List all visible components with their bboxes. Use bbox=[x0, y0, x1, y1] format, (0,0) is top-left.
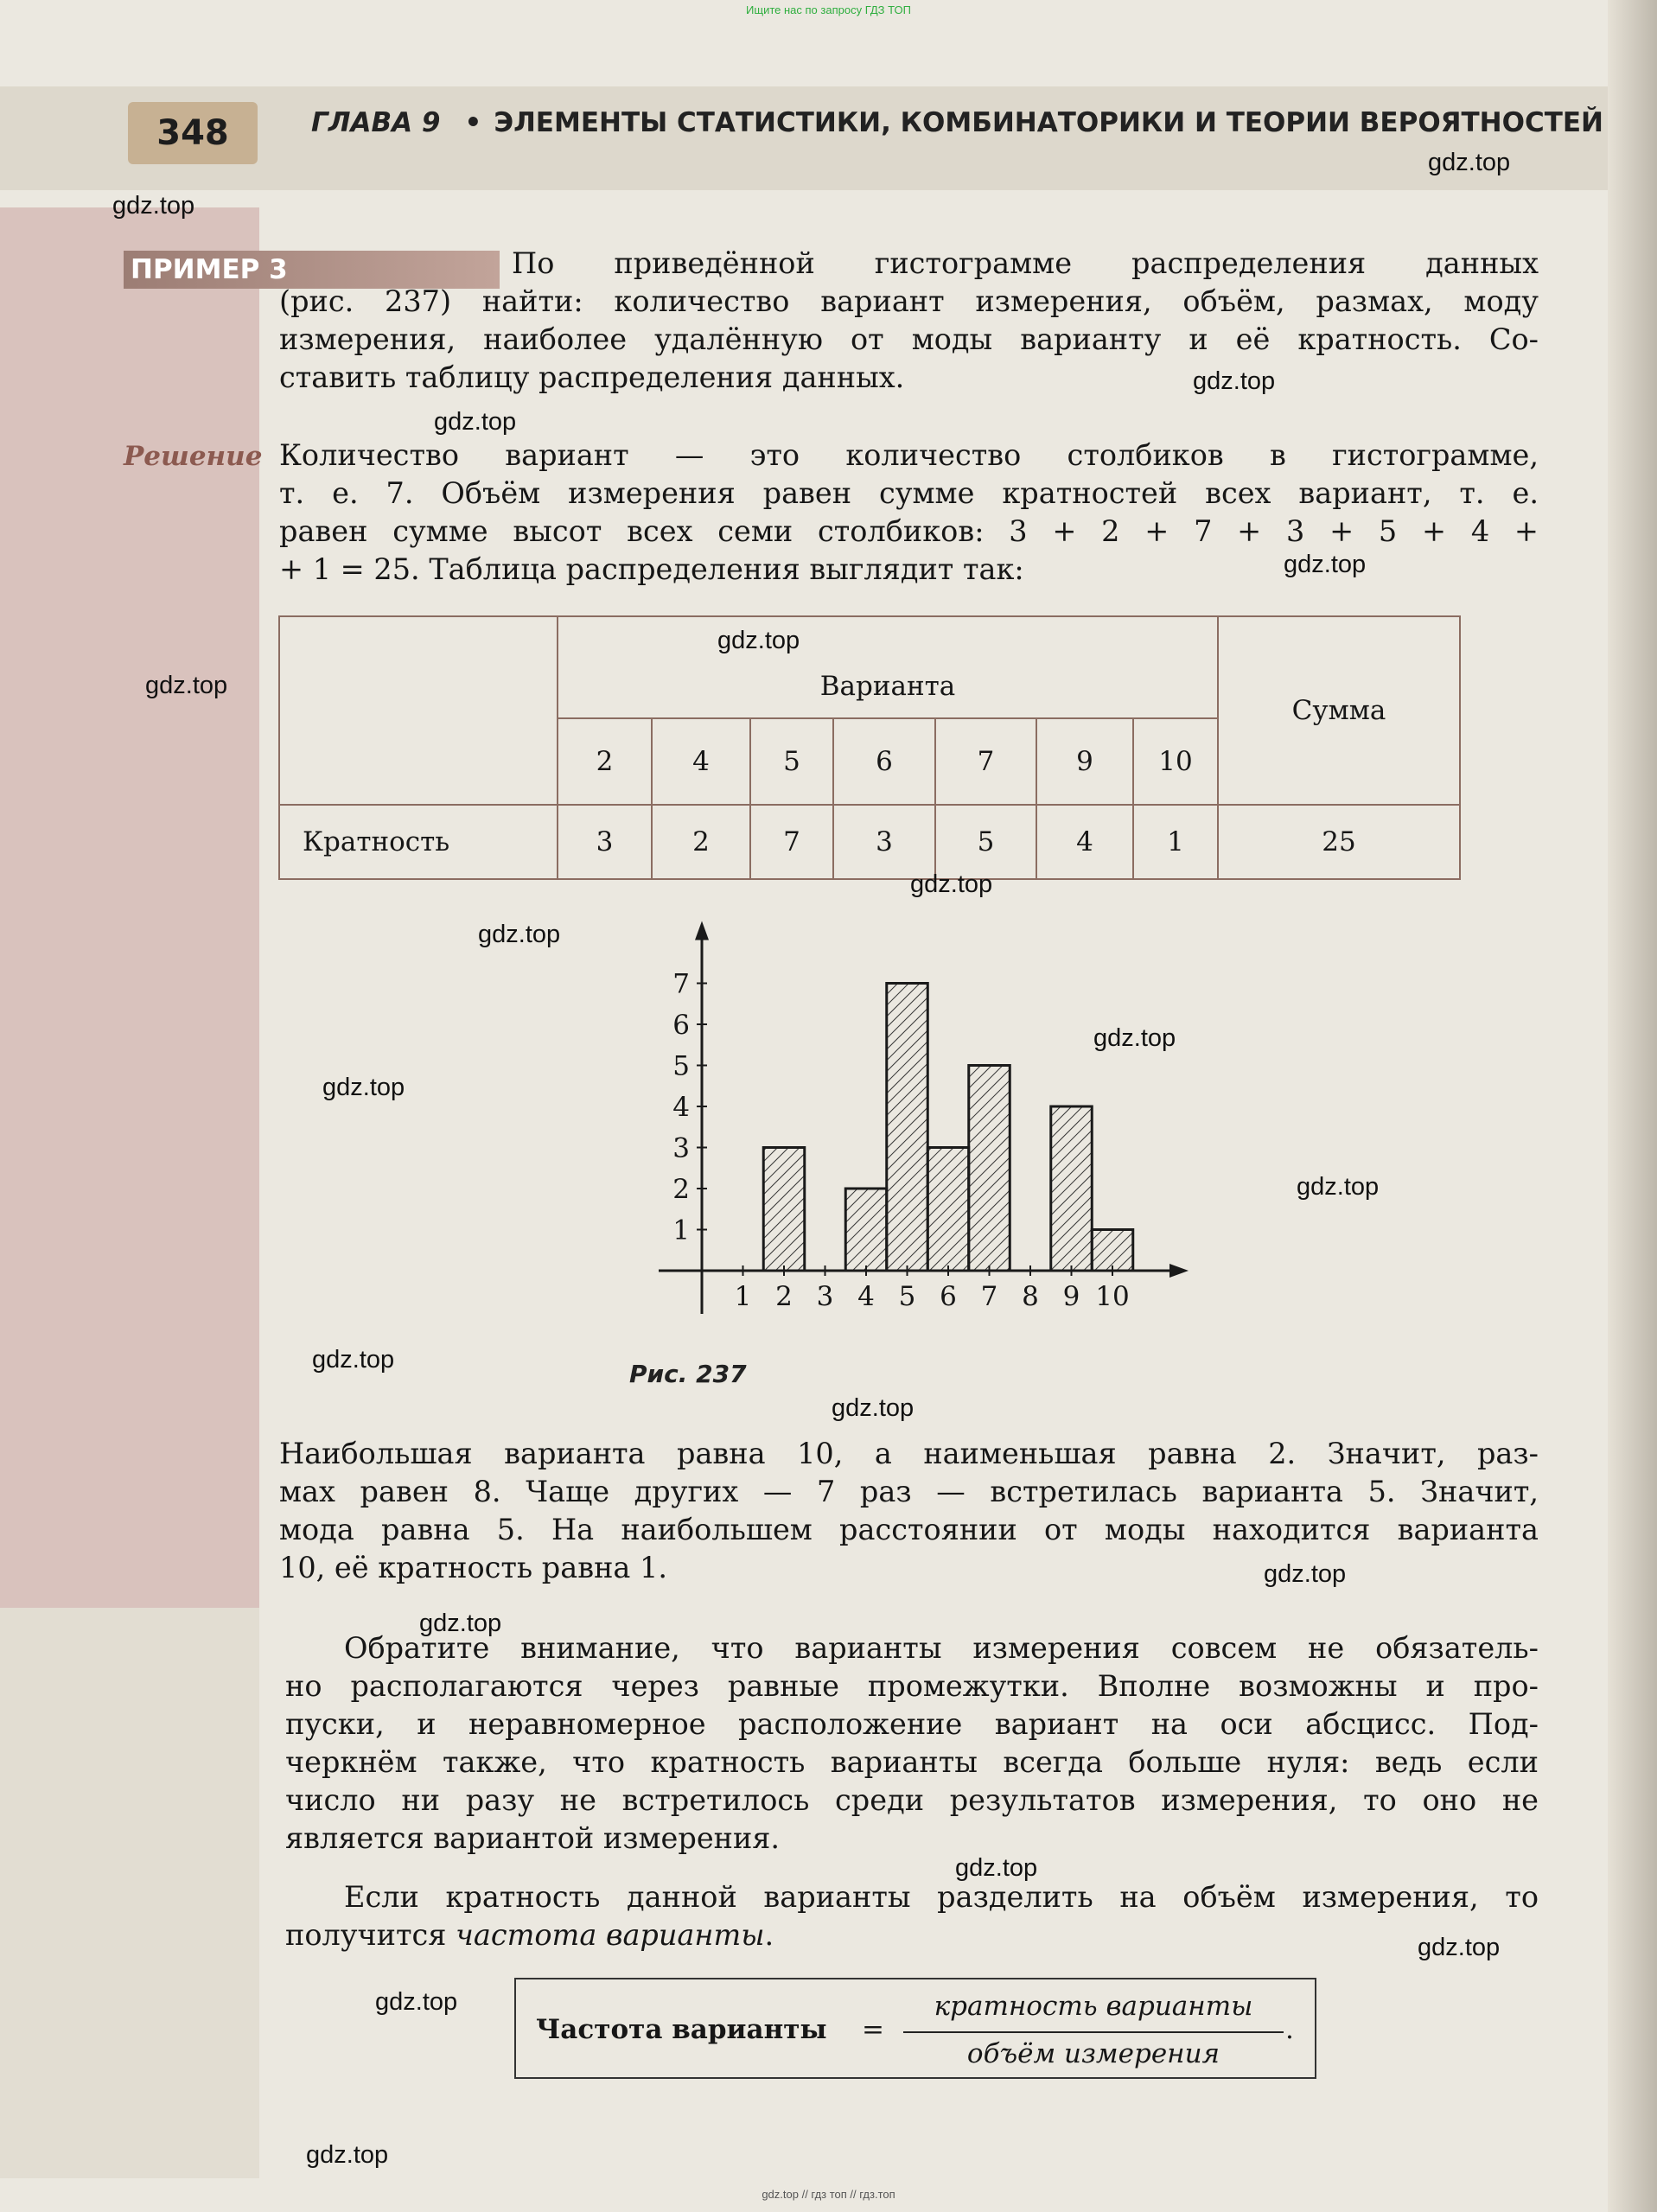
watermark[interactable]: gdz.top bbox=[1418, 1934, 1501, 1961]
page-number: 348 bbox=[128, 102, 258, 164]
watermark[interactable]: gdz.top bbox=[145, 672, 228, 699]
frequency-suffix: . bbox=[764, 1918, 774, 1952]
analysis-text: Наибольшая варианта равна 10, а наименьшая равна 2. Значит, раз- bbox=[279, 1437, 1539, 1470]
y-tick-label: 1 bbox=[672, 1214, 690, 1246]
table-header-sum: Сумма bbox=[1218, 616, 1460, 805]
margin-band-lower bbox=[0, 1608, 259, 2178]
solution-label: Решение bbox=[124, 441, 263, 472]
watermark[interactable]: gdz.top bbox=[1297, 1173, 1380, 1201]
table-row-label: Кратность bbox=[279, 805, 558, 879]
table-variant-cell: 4 bbox=[652, 718, 750, 805]
x-tick-label: 4 bbox=[857, 1281, 875, 1312]
analysis-text: мода равна 5. На наибольшем расстоянии от моды находится варианта bbox=[279, 1513, 1539, 1546]
solution-text: + 1 = 25. Таблица распределения выглядит так: bbox=[279, 552, 1024, 586]
x-axis-arrow bbox=[1169, 1264, 1189, 1278]
histogram-bar bbox=[927, 1148, 969, 1272]
histogram-bar bbox=[887, 984, 928, 1272]
histogram-bar bbox=[969, 1066, 1010, 1272]
analysis-text: мах равен 8. Чаще других — 7 раз — встретилась варианта 5. Значит, bbox=[279, 1475, 1539, 1508]
x-tick-label: 1 bbox=[734, 1281, 752, 1312]
example-text: По приведённой гистограмме распределения данных bbox=[512, 246, 1539, 280]
x-tick-label: 10 bbox=[1095, 1281, 1130, 1312]
table-header-variant: Варианта bbox=[558, 616, 1218, 718]
note-text: число ни разу не встретилось среди результатов измерения, то оно не bbox=[285, 1783, 1539, 1817]
example-label: ПРИМЕР 3 bbox=[124, 251, 500, 289]
table-variant-cell: 7 bbox=[935, 718, 1036, 805]
formula-denominator: объём измерения bbox=[966, 2038, 1220, 2069]
note-text: черкнём также, что кратность варианты всегда больше нуля: ведь если bbox=[285, 1745, 1539, 1779]
formula-label: Частота варианты bbox=[536, 2014, 827, 2045]
watermark[interactable]: gdz.top bbox=[717, 627, 800, 654]
table-count-cell: 1 bbox=[1133, 805, 1218, 879]
footer-note: gdz.top // гдз топ // гдз.топ bbox=[762, 2188, 895, 2201]
watermark[interactable]: gdz.top bbox=[910, 870, 993, 898]
frequency-term: частота варианты bbox=[456, 1918, 765, 1952]
watermark[interactable]: gdz.top bbox=[1264, 1560, 1347, 1588]
watermark[interactable]: gdz.top bbox=[955, 1854, 1038, 1882]
analysis-text-block bbox=[279, 1435, 1539, 1587]
watermark[interactable]: gdz.top bbox=[1193, 367, 1276, 395]
histogram-bar bbox=[1092, 1230, 1133, 1272]
table-count-cell: 3 bbox=[833, 805, 935, 879]
y-tick-label: 6 bbox=[672, 1010, 690, 1041]
frequency-prefix: получится bbox=[285, 1918, 456, 1952]
watermark[interactable]: gdz.top bbox=[306, 2141, 389, 2169]
y-tick-label: 7 bbox=[672, 968, 690, 1000]
frequency-text-line2 bbox=[285, 1916, 1539, 1954]
table-count-cell: 5 bbox=[935, 805, 1036, 879]
watermark[interactable]: gdz.top bbox=[419, 1610, 502, 1637]
histogram-bar bbox=[845, 1189, 887, 1271]
y-tick-label: 4 bbox=[672, 1092, 690, 1123]
chapter-title: ЭЛЕМЕНТЫ СТАТИСТИКИ, КОМБИНАТОРИКИ И ТЕОРИИ ВЕРОЯТНОСТЕЙ bbox=[494, 107, 1603, 138]
watermark[interactable]: gdz.top bbox=[312, 1346, 395, 1374]
example-text-block bbox=[279, 283, 1539, 397]
x-tick-label: 3 bbox=[816, 1281, 834, 1312]
figure-caption: Рис. 237 bbox=[629, 1360, 747, 1388]
chapter-label: ГЛАВА 9 bbox=[311, 107, 441, 138]
formula-numerator: кратность варианты bbox=[934, 1991, 1253, 2022]
watermark[interactable]: gdz.top bbox=[375, 1988, 458, 2016]
table-corner-cell bbox=[279, 616, 558, 805]
solution-text: Количество вариант — это количество столбиков в гистограмме, bbox=[279, 438, 1539, 472]
chapter-separator: • bbox=[464, 107, 482, 138]
page-fold-shadow bbox=[1608, 0, 1657, 2212]
frequency-text-block bbox=[285, 1878, 1539, 1954]
table-total-cell: 25 bbox=[1218, 805, 1460, 879]
x-tick-label: 8 bbox=[1022, 1281, 1039, 1312]
formula-fraction-bar bbox=[903, 2031, 1284, 2033]
table-variant-cell: 5 bbox=[750, 718, 833, 805]
watermark[interactable]: gdz.top bbox=[1284, 551, 1367, 578]
distribution-table bbox=[278, 615, 1461, 880]
margin-band bbox=[0, 207, 259, 1608]
x-tick-label: 2 bbox=[775, 1281, 793, 1312]
table-variant-cell: 10 bbox=[1133, 718, 1218, 805]
x-tick-label: 9 bbox=[1062, 1281, 1080, 1312]
table-variant-cell: 6 bbox=[833, 718, 935, 805]
note-text-block bbox=[285, 1629, 1539, 1858]
x-tick-label: 7 bbox=[980, 1281, 998, 1312]
x-tick-label: 5 bbox=[898, 1281, 916, 1312]
note-text: пуски, и неравномерное расположение вариант на оси абсцисс. Под- bbox=[285, 1707, 1539, 1741]
histogram-bar bbox=[763, 1148, 805, 1272]
y-tick-label: 3 bbox=[672, 1132, 690, 1164]
watermark[interactable]: gdz.top bbox=[112, 192, 195, 220]
y-tick-label: 2 bbox=[672, 1174, 690, 1205]
y-axis-arrow bbox=[695, 921, 709, 940]
example-text: измерения, наиболее удалённую от моды варианту и её кратность. Со- bbox=[279, 322, 1539, 356]
watermark[interactable]: gdz.top bbox=[832, 1394, 915, 1422]
x-tick-label: 6 bbox=[940, 1281, 957, 1312]
table-count-cell: 3 bbox=[558, 805, 652, 879]
table-count-cell: 4 bbox=[1036, 805, 1133, 879]
site-note[interactable]: Ищите нас по запросу ГДЗ ТОП bbox=[746, 3, 911, 16]
watermark[interactable]: gdz.top bbox=[322, 1074, 405, 1101]
formula-equals: = bbox=[862, 2014, 884, 2045]
watermark[interactable]: gdz.top bbox=[1428, 149, 1511, 176]
watermark[interactable]: gdz.top bbox=[478, 921, 561, 948]
table-variant-cell: 2 bbox=[558, 718, 652, 805]
analysis-text: 10, её кратность равна 1. bbox=[279, 1551, 667, 1584]
solution-text: т. е. 7. Объём измерения равен сумме кратностей всех вариант, т. е. bbox=[279, 476, 1539, 510]
histogram-bar bbox=[1051, 1106, 1093, 1271]
solution-text: равен сумме высот всех семи столбиков: 3 + 2 + 7 + 3 + 5 + 4 + bbox=[279, 514, 1539, 548]
table-variant-cell: 9 bbox=[1036, 718, 1133, 805]
note-text: но располагаются через равные промежутки. Вполне возможны и про- bbox=[285, 1669, 1539, 1703]
example-text: ставить таблицу распределения данных. bbox=[279, 360, 905, 394]
example-text: (рис. 237) найти: количество вариант измерения, объём, размах, моду bbox=[279, 284, 1539, 318]
watermark[interactable]: gdz.top bbox=[1093, 1024, 1176, 1052]
example-line-1 bbox=[512, 245, 1539, 283]
histogram-chart bbox=[605, 890, 1210, 1357]
note-text: является вариантой измерения. bbox=[285, 1821, 781, 1855]
table-count-cell: 7 bbox=[750, 805, 833, 879]
note-text: Обратите внимание, что варианты измерения совсем не обязатель- bbox=[344, 1631, 1539, 1665]
y-tick-label: 5 bbox=[672, 1050, 690, 1082]
table-count-cell: 2 bbox=[652, 805, 750, 879]
chapter-heading bbox=[311, 107, 1603, 138]
formula-end: . bbox=[1285, 2014, 1294, 2045]
frequency-text: Если кратность данной варианты разделить на объём измерения, то bbox=[344, 1880, 1539, 1914]
watermark[interactable]: gdz.top bbox=[434, 408, 517, 436]
